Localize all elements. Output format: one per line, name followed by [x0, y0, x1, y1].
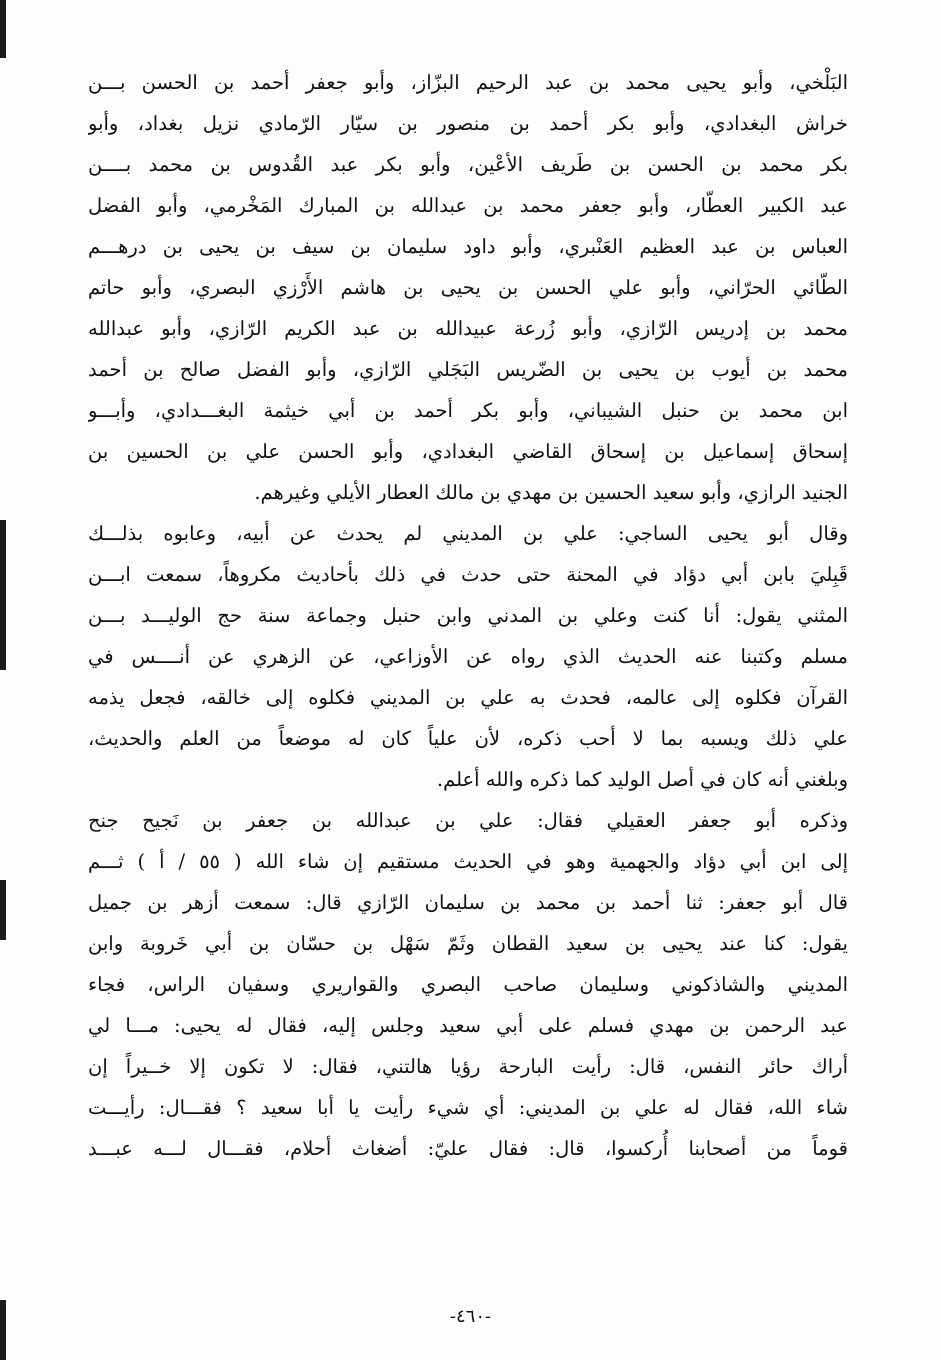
text-line: وذكره أبو جعفر العقيلي فقال: علي بن عبدالله بن جعفر بن نَجيح جنح: [88, 809, 848, 832]
scan-edge-mark: [0, 0, 6, 58]
text-line: إلى ابن أبي دؤاد والجهمية وهو في الحديث مستقيم إن شاء الله ( ٥٥ / أ ) ثـــم: [88, 850, 848, 873]
text-line: قوماً من أصحابنا أُركسوا، قال: فقال عليّ: أضغاث أحلام، فقـــال لـــه عبـــد: [88, 1137, 848, 1160]
text-line: بكر محمد بن الحسن بن طَريف الأعْين، وأبو بكر عبد القُدوس بن محمد بــــن: [88, 153, 848, 176]
text-line: قال أبو جعفر: ثنا أحمد بن محمد بن سليمان الرّازي قال: سمعت أزهر بن جميل: [88, 891, 848, 914]
text-line: العباس بن عبد العظيم العَنْبري، وأبو داود سليمان بن سيف بن يحيى بن درهـــم: [88, 235, 848, 258]
text-line: يقول: كنا عند يحيى بن سعيد القطان وثَمّ سَهْل بن حسّان بن أبي خَروبة وابن: [88, 932, 848, 955]
text-line: محمد بن أيوب بن يحيى بن الضّريس البَجَلي الرّازي، وأبو الفضل صالح بن أحمد: [88, 358, 848, 381]
text-line: شاء الله، فقال له علي بن المديني: أي شيء رأيت يا أبا سعيد ؟ فقـــال: رأيـــت: [88, 1096, 848, 1119]
text-line: ابن محمد بن حنبل الشيباني، وأبو بكر أحمد بن أبي خيثمة البغـــدادي، وأبـــو: [88, 399, 848, 422]
text-line: الجنيد الرازي، وأبو سعيد الحسين بن مهدي بن مالك العطار الأيلي وغيرهم.: [254, 481, 848, 504]
text-line: قَبِليَ بابن أبي دؤاد في المحنة حتى حدث في ذلك بأحاديث مكروهاً، سمعت ابـــن: [88, 563, 848, 586]
text-line: المثني يقول: أنا كنت وعلي بن المدني وابن حنبل وجماعة سنة حج الوليـــد بـــن: [88, 604, 848, 627]
text-line: وقال أبو يحيى الساجي: علي بن المديني لم يحدث عن أبيه، وعابوه بذلـــك: [88, 522, 848, 545]
text-line: عبد الكبير العطّار، وأبو جعفر محمد بن عبدالله بن المبارك المَخْرمي، وأبو الفضل: [88, 194, 848, 217]
text-line: علي ذلك ويسبه بما لا أحب ذكره، لأن علياً كان له موضعاً من العلم والحديث،: [88, 727, 848, 750]
text-line: القرآن فكلوه إلى عالمه، فحدث به علي بن المديني فكلوه إلى خالقه، فجعل يذمه: [88, 686, 848, 709]
text-line: عبد الرحمن بن مهدي فسلم على أبي سعيد وجلس إليه، فقال له يحيى: مـــا لي: [88, 1014, 848, 1037]
scan-edge-mark: [0, 880, 6, 940]
text-line: وبلغني أنه كان في أصل الوليد كما ذكره والله أعلم.: [436, 768, 848, 791]
text-line: أراك حائر النفس، قال: رأيت البارحة رؤيا هالتني، فقال: لا تكون إلا خــيراً إن: [88, 1055, 848, 1078]
body-text: [88, 62, 848, 1169]
text-line: إسحاق إسماعيل بن إسحاق القاضي البغدادي، وأبو الحسن علي بن الحسين بن: [88, 440, 848, 463]
text-line: محمد بن إدريس الرّازي، وأبو زُرعة عبيدالله بن عبد الكريم الرّازي، وأبو عبدالله: [88, 317, 848, 340]
text-line: مسلم وكتبنا عنه الحديث الذي رواه عن الأوزاعي، عن الزهري عن أنــــس في: [88, 645, 848, 668]
page-number: -٤٦٠-: [449, 1306, 492, 1327]
text-line: الطّائي الحرّاني، وأبو علي الحسن بن يحيى بن هاشم الأَرْزي البصري، وأبو حاتم: [88, 276, 848, 299]
scan-edge-mark: [0, 520, 6, 670]
text-line: المديني والشاذكوني وسليمان صاحب البصري والقواريري وسفيان الراس، فجاء: [88, 973, 848, 996]
text-line: البَلْخي، وأبو يحيى محمد بن عبد الرحيم البزّاز، وأبو جعفر أحمد بن الحسن بـــن: [88, 71, 848, 94]
text-line: خراش البغدادي، وأبو بكر أحمد بن منصور بن سيّار الرّمادي نزيل بغداد، وأبو: [88, 112, 848, 135]
